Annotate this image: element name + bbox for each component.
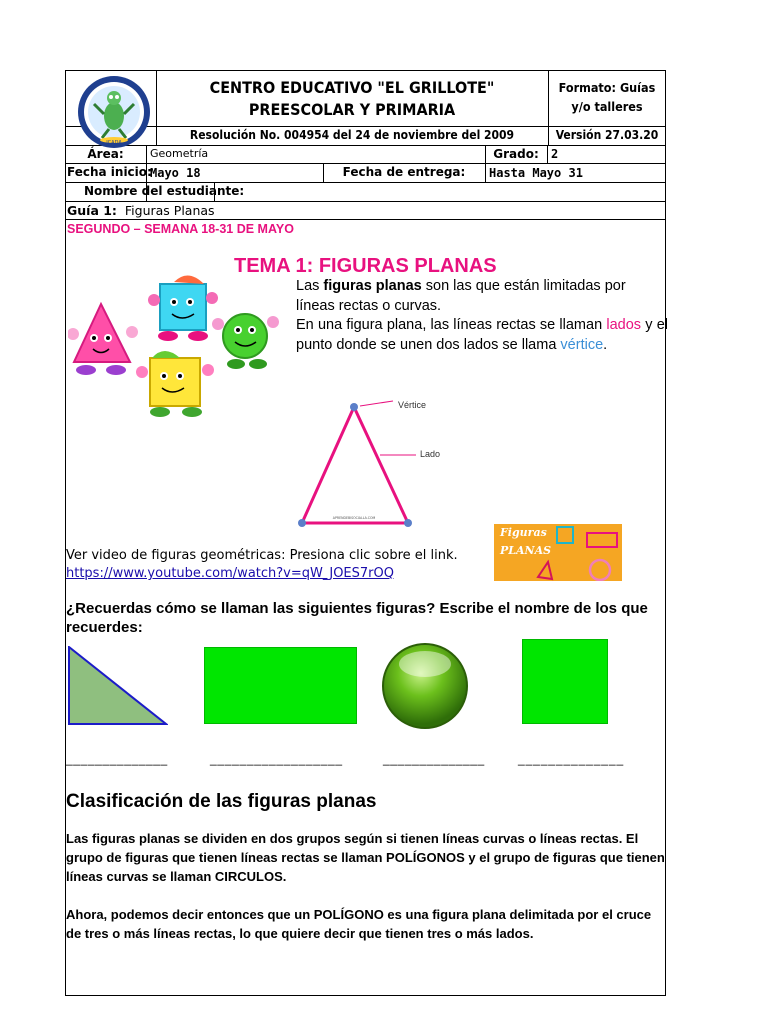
grid-line [65,201,666,202]
week-banner: SEGUNDO – SEMANA 18-31 DE MAYO [67,222,294,236]
classification-paragraph-1: Las figuras planas se dividen en dos grupos según si tienen líneas curvas o líneas rectas. El grupo de figuras que tienen líneas rectas se llaman POLÍGONOS y el grupo de figuras que tienen líneas curvas se llaman CIRCULOS. [66,831,665,884]
school-logo [76,74,152,150]
video-instructions: Ver video de figuras geométricas: Presiona clic sobre el link. [66,548,458,563]
grade-label: Grado: [493,147,539,161]
grid-line [65,182,666,183]
school-name: CENTRO EDUCATIVO "EL GRILLOTE" [209,78,495,97]
delivery-date-value: Hasta Mayo 31 [489,166,583,180]
answer-blank-3[interactable]: ______________ [383,752,485,766]
school-levels: PREESCOLAR Y PRIMARIA [248,100,456,119]
diagram-watermark: APRENDEBISOCIALLA.COM [332,516,376,520]
grid-line [65,163,666,164]
cartoon-shapes-illustration [68,272,290,420]
triangle-figure [68,646,168,726]
triangle-diagram [290,395,460,535]
guide-label: Guía 1: [67,203,117,218]
delivery-date-label: Fecha de entrega: [342,165,466,179]
student-name-label: Nombre del estudiante: [84,184,245,198]
square-figure [522,639,608,724]
area-value: Geometría [150,147,209,160]
question-text: ¿Recuerdas cómo se llaman las siguientes figuras? Escribe el nombre de los que recuerdes: [66,600,648,636]
format-line1: Formato: Guías [558,80,656,95]
thumbnail-line1: Figuras [500,526,547,539]
classification-paragraph-2: Ahora, podemos decir entonces que un POLÍGONO es una figura plana delimitada por el cruce de tres o más líneas rectas, lo que quiere decir que tienen tres o más lados. [66,907,652,941]
topic-title: TEMA 1: FIGURAS PLANAS [234,255,497,277]
vertex-label: Vértice [398,400,427,410]
student-name-field[interactable] [218,184,658,199]
answer-blank-4[interactable]: ______________ [518,752,625,766]
start-date-label: Fecha inicio: [67,165,152,179]
resolution: Resolución No. 004954 del 24 de noviembre del 2009 [189,128,515,142]
lados-term: lados [606,317,642,333]
diagram-triangle [302,407,408,523]
guide-row [67,203,215,218]
circle-figure [381,642,469,730]
side-label: Lado [420,449,441,459]
vertex-left-point [298,519,306,527]
topic-paragraph-2: En una figura plana, las líneas rectas se llaman lados y el punto donde se unen dos lados se llama vértice. [296,317,668,353]
version: Versión 27.03.20 [555,128,659,142]
start-date-value: Mayo 18 [150,166,201,180]
grade-value: 2 [551,147,559,161]
answer-blank-2[interactable]: __________________ [210,752,343,766]
rectangle-figure [204,647,357,724]
logo-text: ICADA [106,140,122,146]
answer-blank-1[interactable]: ______________ [66,752,168,766]
grid-line [65,219,666,220]
video-thumbnail[interactable] [494,524,622,581]
vertice-term: vértice [560,336,604,353]
guide-title: Figuras Planas [124,203,215,218]
vertex-right-point [404,519,412,527]
thumbnail-line2: PLANAS [500,544,552,557]
area-label: Área: [87,147,124,161]
video-link[interactable]: https://www.youtube.com/watch?v=qW_JOES7rOQ [66,566,394,581]
thumbnail-shapes [494,524,622,581]
format-line2: y/o talleres [571,99,643,114]
grid-line [547,145,548,164]
vertex-top-point [350,403,358,411]
topic-paragraph-1: Las figuras planas son las que están limitadas por líneas rectas o curvas. [296,278,626,314]
classification-title: Clasificación de las figuras planas [66,791,377,812]
